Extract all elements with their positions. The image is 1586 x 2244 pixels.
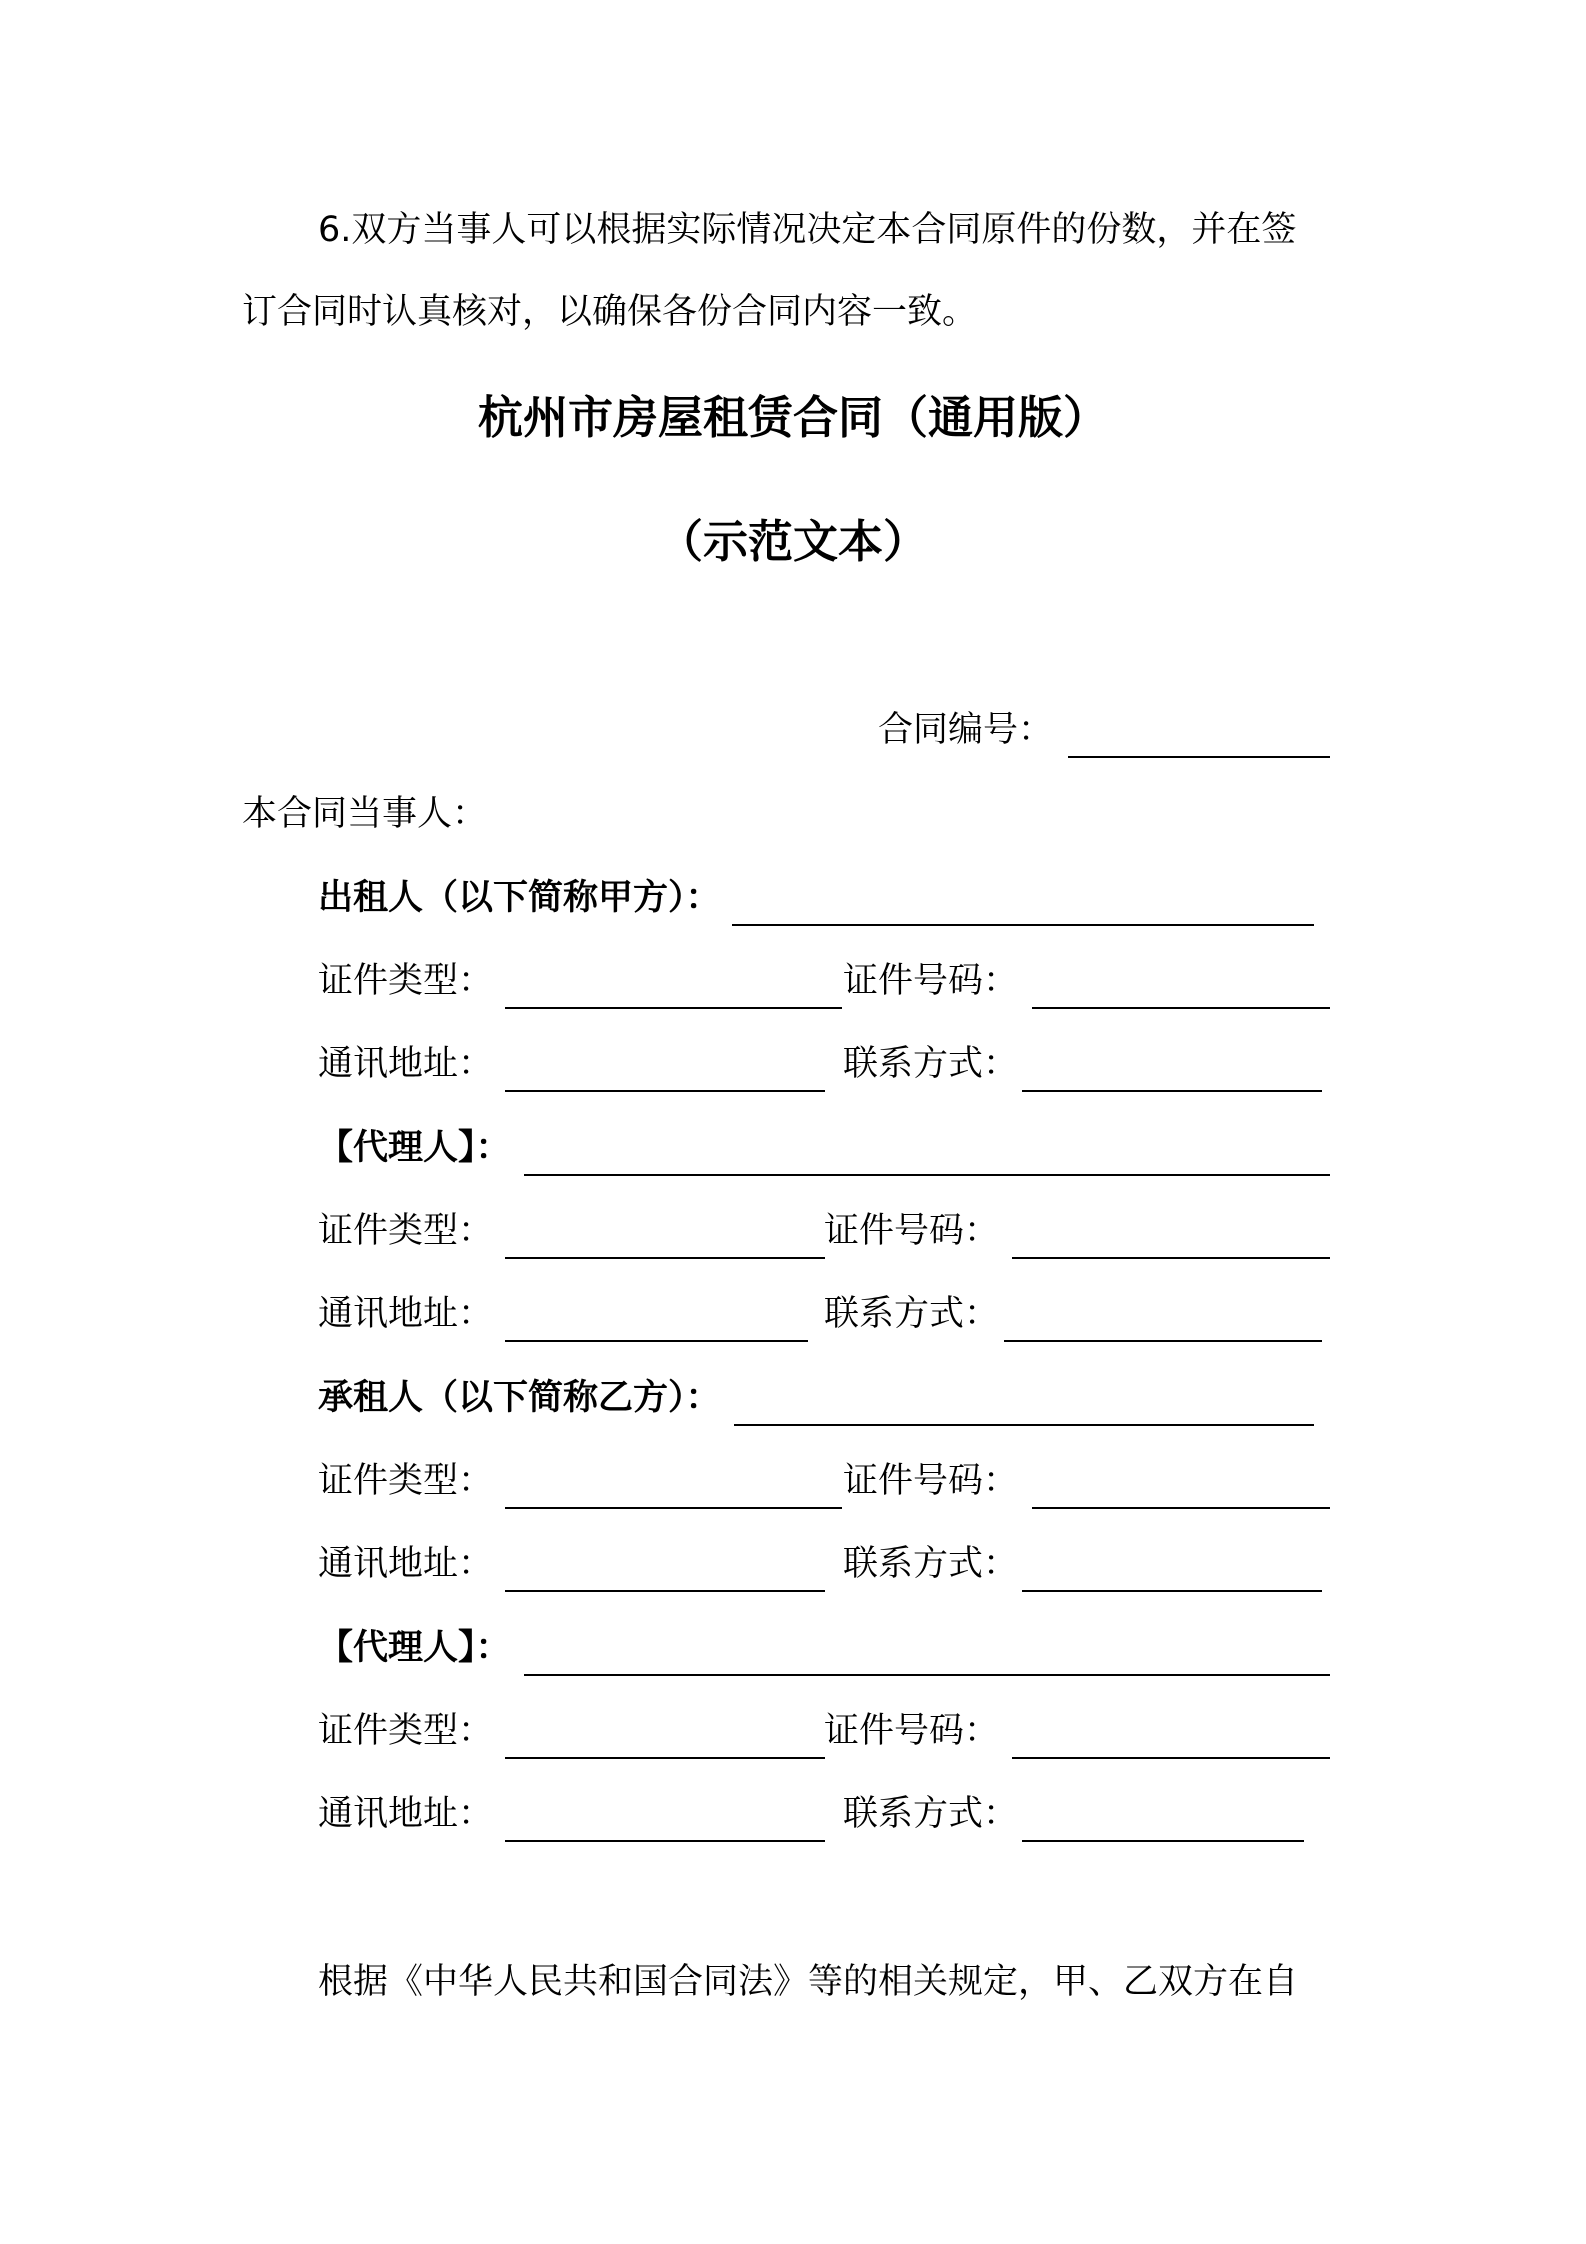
lessor-address-label: 通讯地址： xyxy=(318,1044,494,1084)
lessor-agent-id-number-label: 证件号码： xyxy=(824,1211,1000,1251)
lessee-id-number-field[interactable] xyxy=(1032,1507,1330,1509)
lessor-agent-id-number-field[interactable] xyxy=(1012,1257,1330,1259)
lessee-agent-label: 【代理人】： xyxy=(318,1628,511,1668)
lessor-contact-field[interactable] xyxy=(1022,1090,1322,1092)
lessee-id-number-label: 证件号码： xyxy=(843,1461,1019,1501)
lessor-id-number-label: 证件号码： xyxy=(843,961,1019,1001)
lessee-label: 承租人（以下简称乙方）： xyxy=(318,1378,721,1418)
lessee-agent-id-number-field[interactable] xyxy=(1012,1757,1330,1759)
lessor-agent-name-field[interactable] xyxy=(524,1174,1330,1176)
lessee-id-type-label: 证件类型： xyxy=(318,1461,494,1501)
lessor-agent-id-type-field[interactable] xyxy=(505,1257,825,1259)
lessee-contact-label: 联系方式： xyxy=(843,1544,1019,1584)
lessee-address-label: 通讯地址： xyxy=(318,1544,494,1584)
contract-number-field[interactable] xyxy=(1068,756,1330,758)
lessee-agent-contact-field[interactable] xyxy=(1022,1840,1304,1842)
lessee-contact-field[interactable] xyxy=(1022,1590,1322,1592)
lessee-agent-contact-label: 联系方式： xyxy=(843,1794,1019,1834)
lessor-agent-address-label: 通讯地址： xyxy=(318,1294,494,1334)
lessor-agent-label: 【代理人】： xyxy=(318,1128,511,1168)
lessor-agent-address-field[interactable] xyxy=(505,1340,808,1342)
lessee-agent-address-label: 通讯地址： xyxy=(318,1794,494,1834)
lessor-agent-contact-label: 联系方式： xyxy=(824,1294,1000,1334)
lessor-address-field[interactable] xyxy=(505,1090,825,1092)
lessor-name-field[interactable] xyxy=(732,924,1314,926)
lessee-agent-id-type-label: 证件类型： xyxy=(318,1711,494,1751)
contract-number-label: 合同编号： xyxy=(878,710,1054,750)
lessee-agent-id-number-label: 证件号码： xyxy=(824,1711,1000,1751)
lessor-agent-id-type-label: 证件类型： xyxy=(318,1211,494,1251)
lessor-id-type-field[interactable] xyxy=(505,1007,842,1009)
lessee-agent-address-field[interactable] xyxy=(505,1840,825,1842)
document-title: 杭州市房屋租赁合同（通用版） xyxy=(477,391,1108,444)
parties-label: 本合同当事人： xyxy=(242,794,488,834)
lessor-agent-contact-field[interactable] xyxy=(1004,1340,1322,1342)
lessee-id-type-field[interactable] xyxy=(505,1507,842,1509)
lessee-address-field[interactable] xyxy=(505,1590,825,1592)
lessor-id-type-label: 证件类型： xyxy=(318,961,494,1001)
lessor-label: 出租人（以下简称甲方）： xyxy=(318,878,721,918)
lessee-agent-name-field[interactable] xyxy=(524,1674,1330,1676)
lessee-name-field[interactable] xyxy=(734,1424,1314,1426)
closing-line: 根据《中华人民共和国合同法》等的相关规定，甲、乙双方在自 xyxy=(318,1962,1299,2002)
intro-line-1: 6.双方当事人可以根据实际情况决定本合同原件的份数，并在签 xyxy=(318,210,1297,250)
lessor-contact-label: 联系方式： xyxy=(843,1044,1019,1084)
intro-line-2: 订合同时认真核对，以确保各份合同内容一致。 xyxy=(242,292,978,332)
document-subtitle: （示范文本） xyxy=(657,515,928,568)
lessor-id-number-field[interactable] xyxy=(1032,1007,1330,1009)
lessee-agent-id-type-field[interactable] xyxy=(505,1757,825,1759)
